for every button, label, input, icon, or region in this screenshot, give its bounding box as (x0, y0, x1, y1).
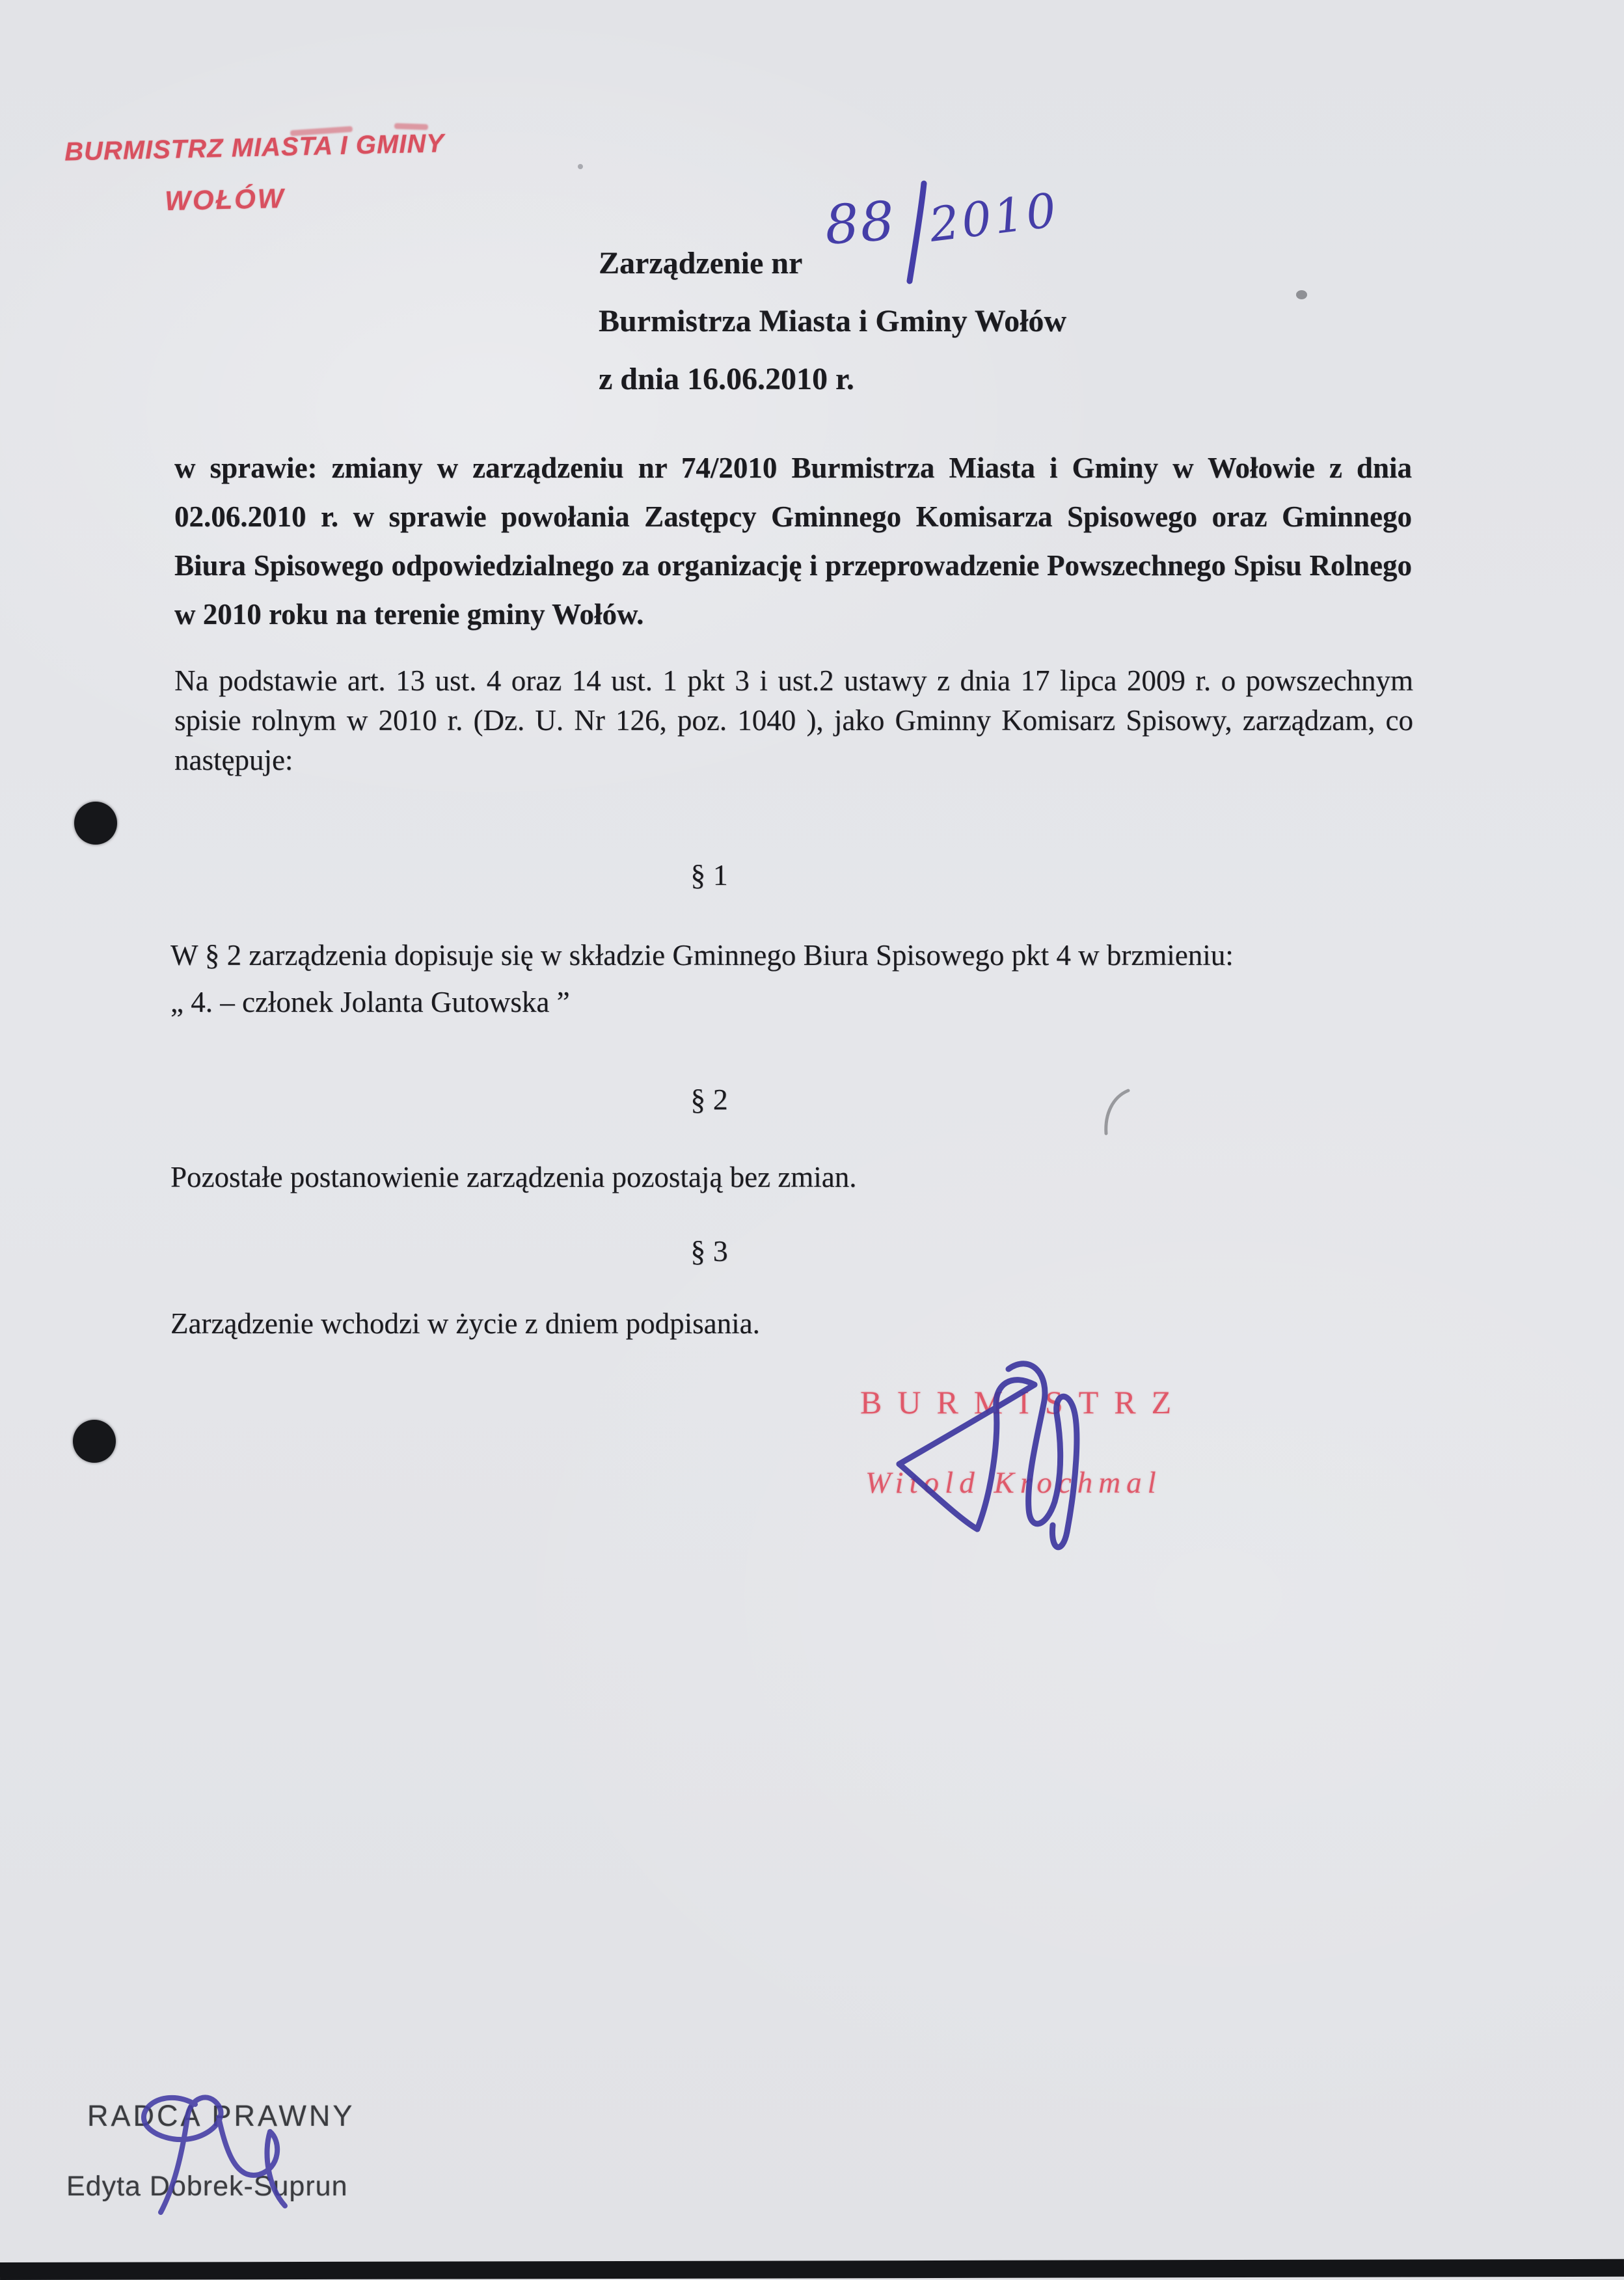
header-stamp-line1: BURMISTRZ MIASTA I GMINY (64, 129, 445, 167)
subject-paragraph: w sprawie: zmiany w zarządzeniu nr 74/2010 Burmistrza Miasta i Gminy w Wołowie z dnia 02.06.2010 r. w sprawie powołania Zastępcy Gminnego Komisarza Spisowego oraz Gminnego Biura Spisowego odpowiedzialnego za organizację i przeprowadzenie Powszechnego Spisu Rolnego w 2010 roku na terenie gminy Wołów. (174, 452, 1412, 631)
punch-hole-mark (74, 802, 117, 845)
handwritten-number-88: 88 (822, 190, 898, 257)
mayor-name-stamp: Witold Krochmal (865, 1466, 1162, 1500)
section-2-heading: § 2 (690, 1083, 728, 1116)
section-1-heading: § 1 (690, 858, 728, 891)
section-3-body: Zarządzenie wchodzi w życie z dniem podpisania. (170, 1307, 760, 1340)
legal-counsel-name: Edyta Dobrek-Suprun (66, 2171, 348, 2202)
section-1-line2: „ 4. – członek Jolanta Gutowska ” (170, 986, 570, 1018)
section-1-line1: W § 2 zarządzenia dopisuje się w składzie Gminnego Biura Spisowego pkt 4 w brzmieniu: (170, 939, 1234, 971)
legal-counsel-signature (105, 2081, 340, 2231)
legal-basis-paragraph: Na podstawie art. 13 ust. 4 oraz 14 ust. 1 pkt 3 i ust.2 ustawy z dnia 17 lipca 2009 r. o powszechnym spisie rolnym w 2010 r. (Dz. U. Nr 126, poz. 1040 ), jako Gminny Komisarz Spisowy, zarządzam, co następuje: (174, 664, 1413, 776)
issuer-line: Burmistrza Miasta i Gminy Wołów (599, 304, 1067, 338)
scan-speck (1296, 290, 1307, 299)
mayor-signature (880, 1348, 1140, 1569)
title-block (599, 234, 1066, 408)
handwritten-slash-stroke (897, 177, 942, 288)
section-3-heading: § 3 (690, 1234, 728, 1268)
section-1-body (170, 932, 1414, 1025)
legal-counsel-title-stamp: RADCA PRAWNY (87, 2099, 355, 2132)
scan-hair-artifact (1098, 1085, 1137, 1137)
handwritten-number-2010: 2010 (926, 182, 1062, 252)
scan-speck (578, 164, 583, 169)
mayor-title-stamp: BURMISTRZ (860, 1384, 1187, 1420)
header-stamp-line2: WOŁÓW (164, 182, 286, 217)
section-2-body: Pozostałe postanowienie zarządzenia pozostają bez zmian. (170, 1161, 857, 1193)
scanner-edge-bar (0, 2259, 1624, 2280)
punch-hole-mark (73, 1420, 116, 1463)
date-line: z dnia 16.06.2010 r. (599, 362, 854, 396)
ordinance-title-line: Zarządzenie nr (599, 246, 803, 280)
municipal-header-stamp (64, 129, 445, 219)
